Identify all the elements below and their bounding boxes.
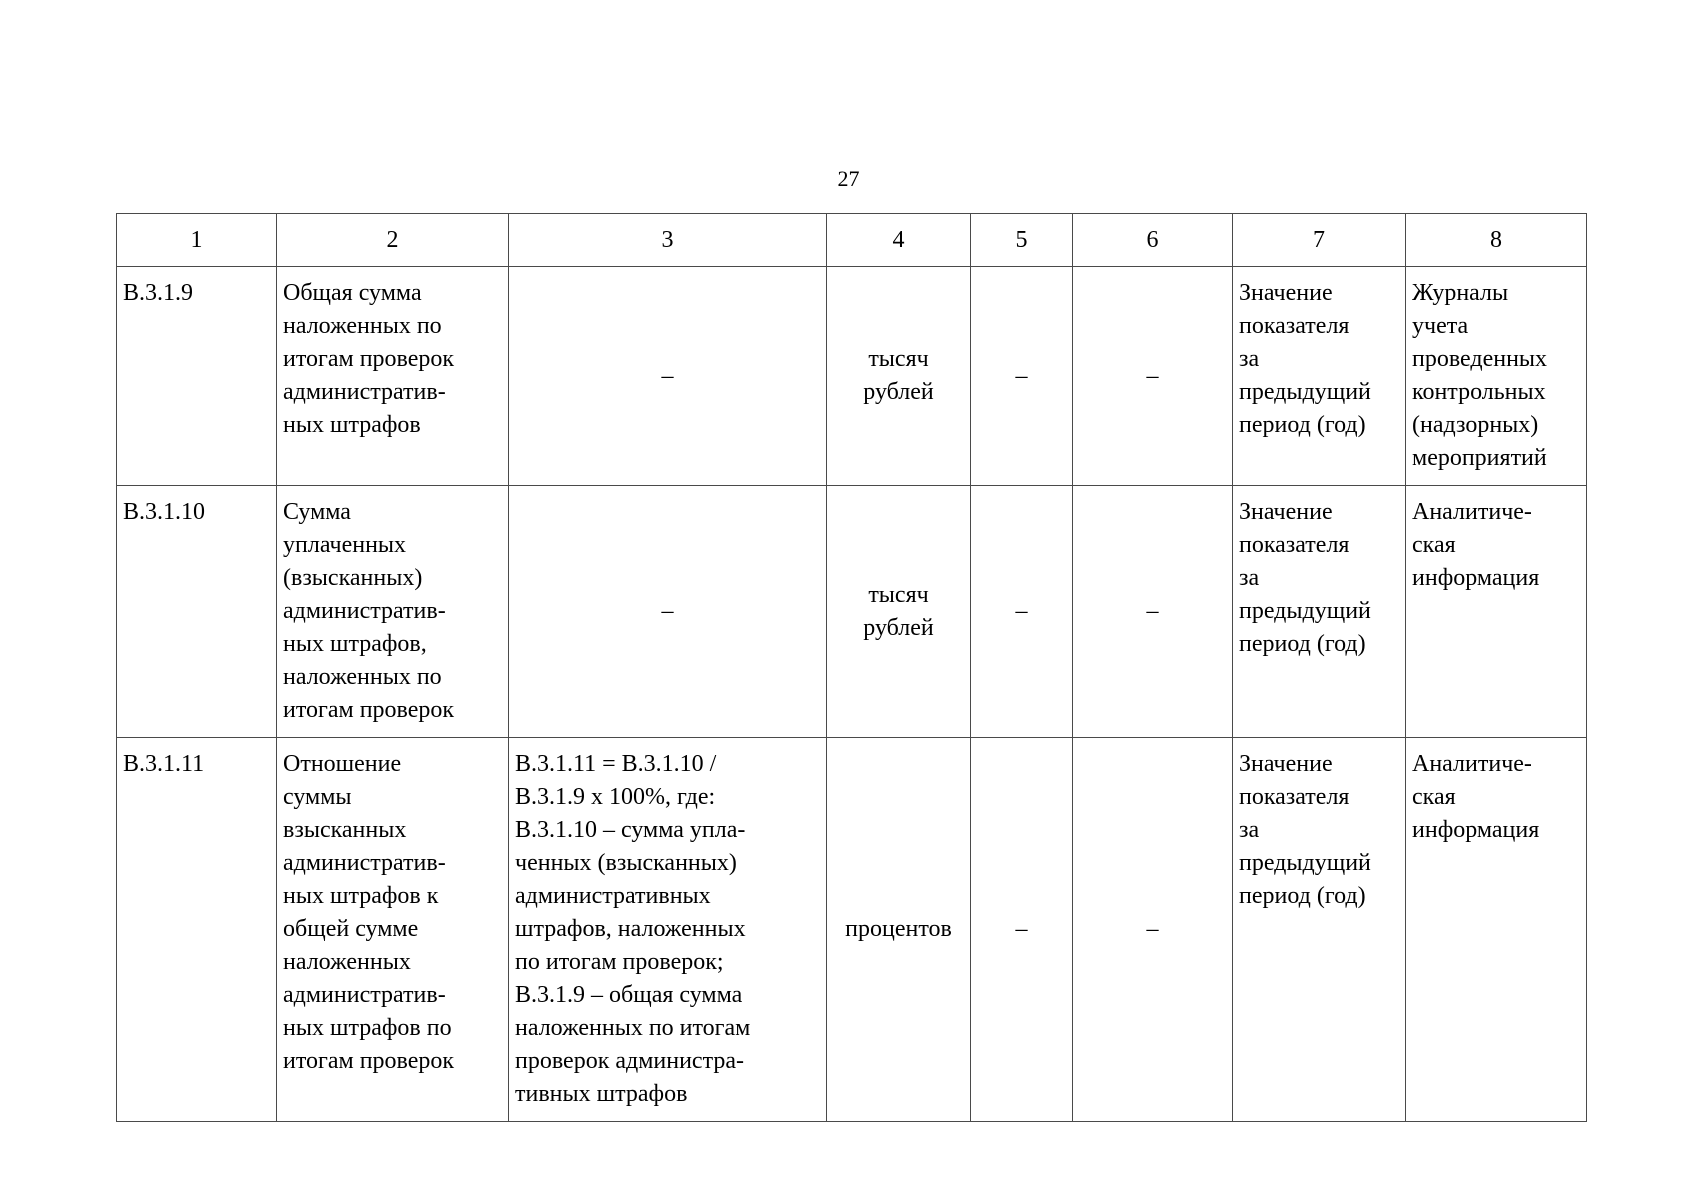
unit-cell bbox=[827, 267, 971, 486]
cell-line: показателя bbox=[1239, 784, 1350, 810]
cell-line: тысяч bbox=[868, 346, 929, 372]
formula-cell bbox=[509, 486, 827, 738]
table-row bbox=[117, 486, 1587, 738]
cell-line: контрольных bbox=[1412, 379, 1546, 405]
cell-line: рублей bbox=[863, 614, 934, 641]
header-cell: 4 bbox=[827, 214, 971, 267]
cell-line: итогам проверок bbox=[283, 697, 455, 723]
name-cell bbox=[277, 738, 509, 1122]
cell-line: взысканных bbox=[283, 817, 407, 843]
basis-cell bbox=[1233, 267, 1406, 486]
cell-line: за bbox=[1239, 346, 1260, 372]
cell-line: Сумма bbox=[283, 499, 351, 525]
cell-line: административ- bbox=[283, 850, 446, 876]
source-cell bbox=[1406, 486, 1587, 738]
source-cell bbox=[1406, 738, 1587, 1122]
cell-line: наложенных по bbox=[283, 313, 442, 339]
cell-line: ных штрафов, bbox=[283, 631, 427, 657]
cell-line: Значение bbox=[1239, 280, 1333, 306]
cell-line: период (год) bbox=[1239, 412, 1366, 438]
cell-line: ская bbox=[1412, 532, 1456, 558]
cell-line: ных штрафов по bbox=[283, 1015, 452, 1041]
cell-line: итогам проверок bbox=[283, 346, 455, 372]
cell-line: Аналитиче- bbox=[1412, 751, 1532, 777]
cell-line: суммы bbox=[283, 784, 352, 810]
cell-line: проведенных bbox=[1412, 346, 1548, 372]
code-cell: В.3.1.10 bbox=[117, 486, 277, 738]
cell-line: предыдущий bbox=[1239, 379, 1371, 405]
col5-cell: – bbox=[971, 267, 1073, 486]
cell-line: период (год) bbox=[1239, 883, 1366, 909]
cell-line: штрафов, наложенных bbox=[515, 916, 746, 942]
code-cell: В.3.1.11 bbox=[117, 738, 277, 1122]
cell-line: наложенных по bbox=[283, 664, 442, 690]
col6-cell: – bbox=[1073, 738, 1233, 1122]
source-cell bbox=[1406, 267, 1587, 486]
unit-cell bbox=[827, 486, 971, 738]
cell-line: административных bbox=[515, 883, 711, 909]
basis-cell bbox=[1233, 486, 1406, 738]
cell-line: ных штрафов bbox=[283, 412, 421, 438]
cell-line: ных штрафов к bbox=[283, 883, 439, 909]
indicators-table bbox=[116, 213, 1587, 1122]
cell-line: показателя bbox=[1239, 313, 1350, 339]
cell-line: за bbox=[1239, 565, 1260, 591]
cell-line: наложенных bbox=[283, 949, 411, 975]
basis-cell bbox=[1233, 738, 1406, 1122]
header-cell: 3 bbox=[509, 214, 827, 267]
cell-line: период (год) bbox=[1239, 631, 1366, 657]
col6-cell: – bbox=[1073, 486, 1233, 738]
cell-line: рублей bbox=[863, 379, 934, 405]
cell-line: В.3.1.9 x 100%, где: bbox=[515, 784, 716, 810]
cell-line: ченных (взысканных) bbox=[515, 850, 737, 876]
name-cell bbox=[277, 267, 509, 486]
table-row bbox=[117, 738, 1587, 1122]
header-cell: 2 bbox=[277, 214, 509, 267]
cell-line: – bbox=[661, 598, 674, 624]
cell-line: предыдущий bbox=[1239, 850, 1371, 876]
cell-line: наложенных по итогам bbox=[515, 1015, 751, 1041]
cell-line: – bbox=[661, 362, 674, 389]
formula-cell bbox=[509, 738, 827, 1122]
cell-line: административ- bbox=[283, 598, 446, 624]
cell-line: В.3.1.11 = В.3.1.10 / bbox=[515, 751, 717, 777]
cell-line: тивных штрафов bbox=[515, 1081, 688, 1107]
cell-line: административ- bbox=[283, 982, 446, 1008]
col5-cell: – bbox=[971, 486, 1073, 738]
cell-line: за bbox=[1239, 817, 1260, 843]
code-cell: В.3.1.9 bbox=[117, 267, 277, 486]
cell-line: (взысканных) bbox=[283, 565, 423, 591]
header-cell: 8 bbox=[1406, 214, 1587, 267]
cell-line: предыдущий bbox=[1239, 598, 1371, 624]
cell-line: Общая сумма bbox=[283, 280, 422, 306]
header-cell: 7 bbox=[1233, 214, 1406, 267]
cell-line: мероприятий bbox=[1412, 445, 1547, 471]
cell-line: тысяч bbox=[868, 581, 929, 608]
cell-line: (надзорных) bbox=[1412, 412, 1539, 438]
cell-line: учета bbox=[1412, 313, 1469, 339]
col6-cell: – bbox=[1073, 267, 1233, 486]
cell-line: ская bbox=[1412, 784, 1456, 810]
col5-cell: – bbox=[971, 738, 1073, 1122]
header-cell: 5 bbox=[971, 214, 1073, 267]
formula-cell bbox=[509, 267, 827, 486]
cell-line: Журналы bbox=[1412, 280, 1509, 306]
header-cell: 1 bbox=[117, 214, 277, 267]
name-cell bbox=[277, 486, 509, 738]
cell-line: проверок администра- bbox=[515, 1048, 745, 1074]
header-cell: 6 bbox=[1073, 214, 1233, 267]
cell-line: В.3.1.10 – сумма упла- bbox=[515, 817, 746, 843]
cell-line: Значение bbox=[1239, 499, 1333, 525]
cell-line: итогам проверок bbox=[283, 1048, 455, 1074]
cell-line: процентов bbox=[845, 916, 952, 942]
cell-line: показателя bbox=[1239, 532, 1350, 558]
cell-line: Значение bbox=[1239, 751, 1333, 777]
table-row bbox=[117, 267, 1587, 486]
cell-line: Отношение bbox=[283, 751, 402, 777]
cell-line: общей сумме bbox=[283, 916, 419, 942]
cell-line: по итогам проверок; bbox=[515, 949, 724, 975]
cell-line: информация bbox=[1412, 565, 1540, 591]
unit-cell bbox=[827, 738, 971, 1122]
table-header-row bbox=[117, 214, 1587, 267]
cell-line: уплаченных bbox=[283, 532, 407, 558]
cell-line: информация bbox=[1412, 817, 1540, 843]
page-number: 27 bbox=[837, 166, 860, 191]
cell-line: Аналитиче- bbox=[1412, 499, 1532, 525]
cell-line: административ- bbox=[283, 379, 446, 405]
cell-line: В.3.1.9 – общая сумма bbox=[515, 982, 743, 1008]
